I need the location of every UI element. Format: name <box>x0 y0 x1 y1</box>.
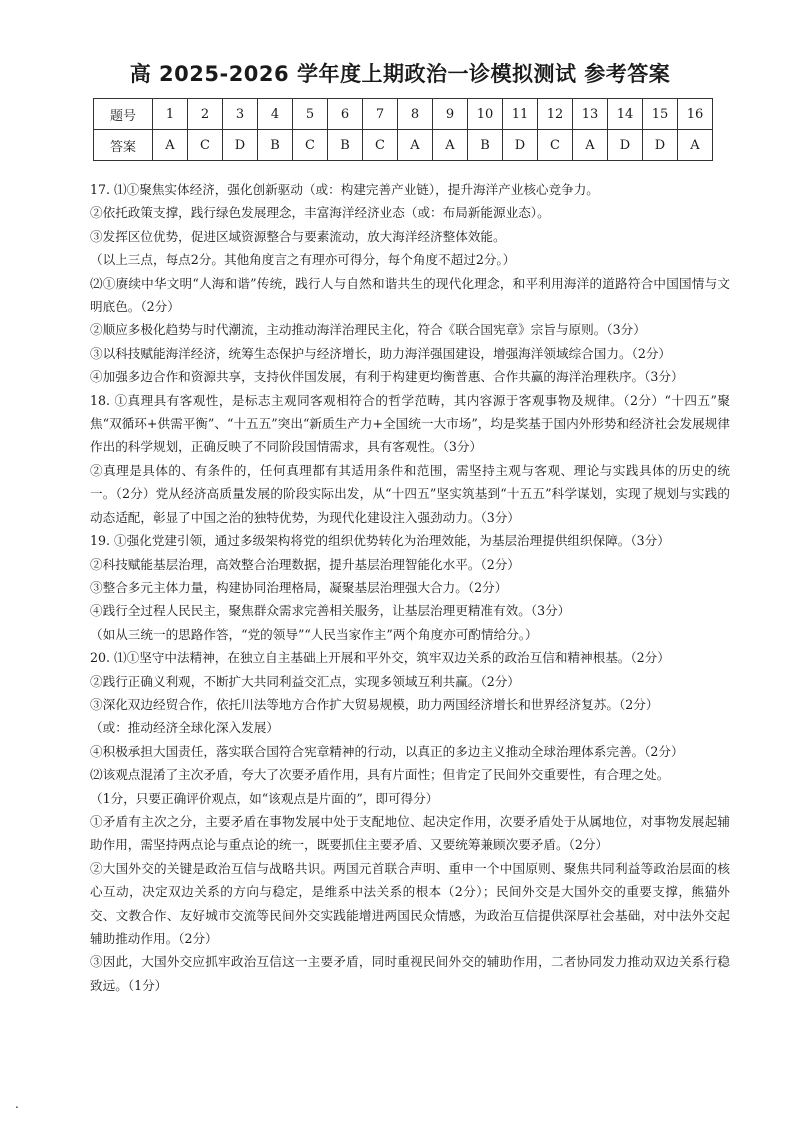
question-number-row <box>94 99 713 130</box>
q20-2-judgement: ⑵该观点混淆了主次矛盾，夸大了次要矛盾作用，具有片面性；但肯定了民间外交重要性，有合理之处。 <box>90 767 670 783</box>
q20-1-point3-alt: （或：推动经济全球化深入发展） <box>90 720 279 736</box>
page-title: 高 2025-2026 学年度上期政治一诊模拟测试 参考答案 <box>129 62 671 86</box>
question-number: 1 <box>153 99 188 130</box>
answer-cell: D <box>223 130 258 161</box>
q19-point4: ④践行全过程人民民主，聚焦群众需求完善相关服务，让基层治理更精准有效。（3分） <box>90 603 571 619</box>
answer-cell: A <box>433 130 468 161</box>
question-number: 11 <box>503 99 538 130</box>
question-number: 6 <box>328 99 363 130</box>
q20-1-point3: ③深化双边经贸合作，依托川法等地方合作扩大贸易规模，助力两国经济增长和世界经济复苏。（2分） <box>90 696 659 712</box>
answer-cell: B <box>468 130 503 161</box>
answer-cell: C <box>188 130 223 161</box>
question-number: 12 <box>538 99 573 130</box>
question-number: 14 <box>608 99 643 130</box>
answer-table <box>93 98 713 161</box>
answer-cell: C <box>363 130 398 161</box>
question-number: 4 <box>258 99 293 130</box>
q17-2-point3: ③以科技赋能海洋经济，统筹生态保护与经济增长，助力海洋强国建设，增强海洋领域综合国力。（2分） <box>90 345 672 361</box>
page-mark: . <box>15 1097 19 1111</box>
answer-cell: C <box>293 130 328 161</box>
question-number: 15 <box>643 99 678 130</box>
q19-point2: ②科技赋能基层治理，高效整合治理数据，提升基层治理智能化水平。（2分） <box>90 556 520 572</box>
q20-2-point1: ①矛盾有主次之分，主要矛盾在事物发展中处于支配地位、起决定作用，次要矛盾处于从属地位，对事物发展起辅助作用，需坚持两点论与重点论的统一，既要抓住主要矛盾、又要统筹兼顾次要矛盾。（2分） <box>90 813 730 853</box>
answer-cell: A <box>398 130 433 161</box>
question-number: 13 <box>573 99 608 130</box>
answer-cell: D <box>608 130 643 161</box>
answer-cell: A <box>678 130 713 161</box>
row-label-question: 题号 <box>94 99 153 130</box>
q19-scoring-note: （如从三统一的思路作答，“党的领导”“人民当家作主”两个角度亦可酌情给分。） <box>90 626 538 642</box>
q18-point1: 18. ①真理具有客观性，是标志主观同客观相符合的哲学范畴，其内容源于客观事物及规律。（2分）“十四五”聚焦“双循环+供需平衡”、“十五五”突出“新质生产力+全国统一大市场”，均是奖基于国内外形势和经济社会发展规律作出的科学规划，正确反映了不同阶段国情需求，具有客观性。（3分） <box>90 392 730 455</box>
answer-cell: C <box>538 130 573 161</box>
q20-1-point4: ④积极承担大国责任，落实联合国符合宪章精神的行动，以真正的多边主义推动全球治理体系完善。（2分） <box>90 743 684 759</box>
q18-point2: ②真理是具体的、有条件的，任何真理都有其适用条件和范围，需坚持主观与客观、理论与实践具体的历史的统一。（2分）党从经济高质量发展的阶段实际出发，从“十四五”坚实筑基到“十五五”科学谋划，实现了规划与实践的动态适配，彰显了中国之治的独特优势，为现代化建设注入强劲动力。（3分） <box>90 462 730 525</box>
answer-row <box>94 130 713 161</box>
q19-point1: 19. ①强化党建引领，通过多级架构将党的组织优势转化为治理效能，为基层治理提供组织保障。（3分） <box>90 533 670 549</box>
q20-2-point3: ③因此，大国外交应抓牢政治互信这一主要矛盾，同时重视民间外交的辅助作用，二者协同发力推动双边关系行稳致远。（1分） <box>90 954 730 993</box>
q20-2-point2: ②大国外交的关键是政治互信与战略共识。两国元首联合声明、重申一个中国原则、聚焦共同利益等政治层面的核心互动，决定双边关系的方向与稳定，是维系中法关系的根本（2分）；民间外交是大国外交的重要支撑，熊猫外交、文教合作、友好城市交流等民间外交实践能增进两国民众情感，为政治互信提供深厚社会基础，对中法外交起辅助推动作用。（2分） <box>90 860 730 946</box>
question-number: 5 <box>293 99 328 130</box>
q17-2-point2: ②顺应多极化趋势与时代潮流，主动推动海洋治理民主化，符合《联合国宪章》宗旨与原则。（3分） <box>90 322 646 338</box>
answer-explanations <box>90 178 730 997</box>
q19-point3: ③整合多元主体力量，构建协同治理格局，凝聚基层治理强大合力。（2分） <box>90 579 508 595</box>
question-number: 8 <box>398 99 433 130</box>
q17-1-scoring-note: （以上三点，每点2分。其他角度言之有理亦可得分，每个角度不超过2分。） <box>90 252 516 268</box>
question-number: 3 <box>223 99 258 130</box>
answer-cell: B <box>258 130 293 161</box>
answer-cell: D <box>503 130 538 161</box>
q17-1-point1: 17. ⑴①聚焦实体经济，强化创新驱动（或：构建完善产业链），提升海洋产业核心竞争力。 <box>90 182 599 197</box>
row-label-answer: 答案 <box>94 130 153 161</box>
question-number: 7 <box>363 99 398 130</box>
answer-cell: A <box>573 130 608 161</box>
question-number: 9 <box>433 99 468 130</box>
q20-1-point1: 20. ⑴①坚守中法精神，在独立自主基础上开展和平外交，筑牢双边关系的政治互信和精神根基。（2分） <box>90 650 670 666</box>
q20-2-scoring-note: （1分，只要正确评价观点，如“该观点是片面的”，即可得分） <box>90 790 439 806</box>
question-number: 10 <box>468 99 503 130</box>
question-number: 2 <box>188 99 223 130</box>
q17-2-point1: ⑵①赓续中华文明“人海和谐”传统，践行人与自然和谐共生的现代化理念，和平利用海洋的道路符合中国国情与文明底色。（2分） <box>90 275 730 315</box>
answer-cell: A <box>153 130 188 161</box>
answer-cell: B <box>328 130 363 161</box>
q17-1-point3: ③发挥区位优势，促进区域资源整合与要素流动，放大海洋经济整体效能。 <box>90 228 506 244</box>
q20-1-point2: ②践行正确义利观，不断扩大共同利益交汇点，实现多领域互利共赢。（2分） <box>90 673 520 689</box>
q17-1-point2: ②依托政策支撑，践行绿色发展理念，丰富海洋经济业态（或：布局新能源业态）。 <box>90 205 550 221</box>
question-number: 16 <box>678 99 713 130</box>
answer-cell: D <box>643 130 678 161</box>
q17-2-point4: ④加强多边合作和资源共享，支持伙伴国发展，有利于构建更均衡普惠、合作共赢的海洋治理秩序。（3分） <box>90 369 684 385</box>
